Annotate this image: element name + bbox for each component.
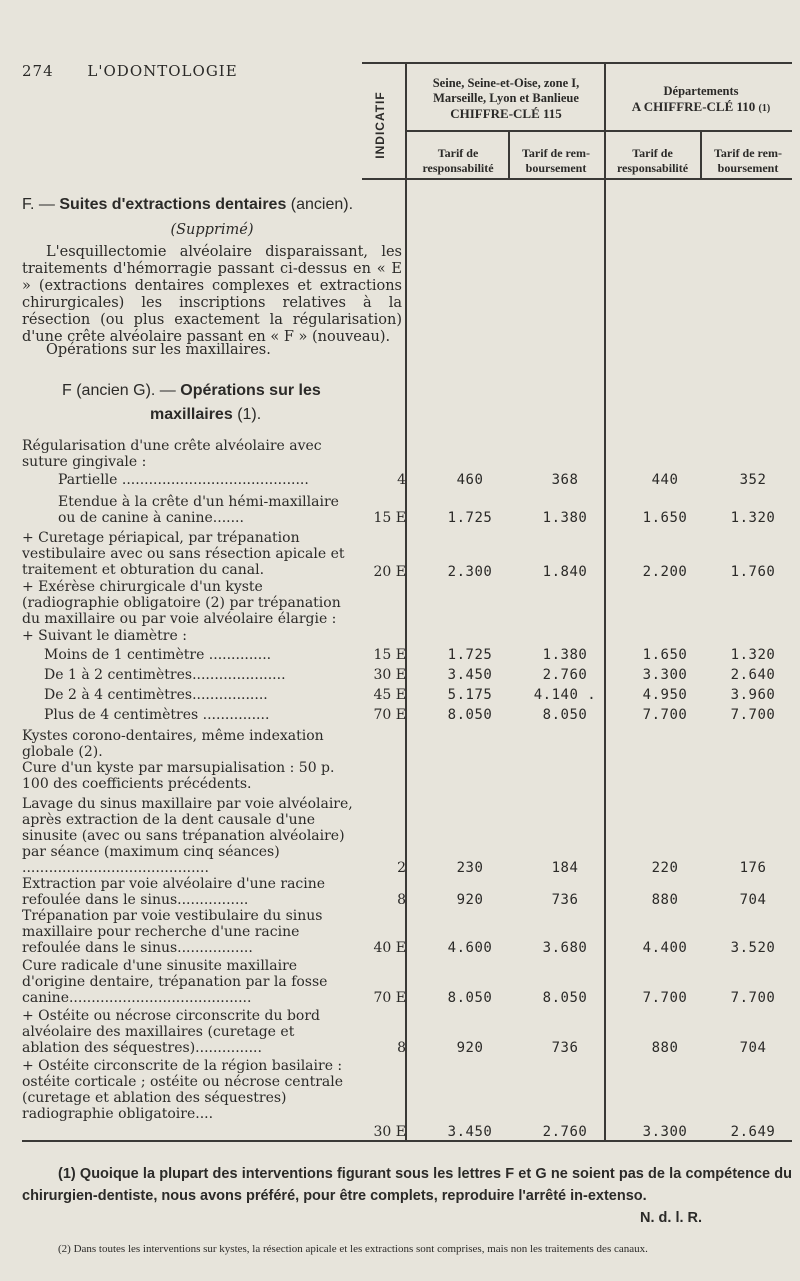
- row-label: Partielle ..........................................: [58, 472, 309, 488]
- sub-header-3: Tarif de responsabilité: [616, 146, 689, 175]
- row-label: + Curetage périapical, par trépanation vestibulaire avec ou sans résection apicale et traitement et obturation du canal.: [22, 530, 345, 578]
- row-label: Plus de 4 centimètres ...............: [44, 707, 270, 723]
- row-label: Cure d'un kyste par marsupialisation : 50 p. 100 des coefficients précédents.: [22, 760, 335, 792]
- tariff-cell: 4.400: [642, 940, 688, 956]
- table-bottom-rule: [22, 1140, 792, 1142]
- indicatif-value: 20 E: [373, 564, 406, 580]
- tariff-cell: 3.960: [730, 687, 776, 703]
- indicatif-header: INDICATIF: [373, 91, 387, 159]
- tariff-cell: 920: [456, 892, 484, 908]
- operations-line: Opérations sur les maxillaires.: [46, 342, 271, 358]
- footnote-1: (1) Quoique la plupart des interventions figurant sous les lettres F et G ne soient pas de la compétence du chirurgien-dentiste, nous avons préféré, pour être complets, reproduire l'arrêté in-extenso.: [22, 1166, 792, 1204]
- tariff-cell: 176: [739, 860, 767, 876]
- section-f-paragraph: L'esquillectomie alvéolaire disparaissant, les traitements d'hémorragie passant ci-dessus en « E » (extractions dentaires complexes et extractions chirurgicales) les inscriptions relatives à la résection (ou plus exactement la régularisation) d'une crête alvéolaire passant en « F » (nouveau).: [22, 244, 402, 345]
- row-label: Régularisation d'une crête alvéolaire avec suture gingivale :: [22, 438, 322, 470]
- tariff-cell: 3.300: [642, 667, 688, 683]
- row-label: Lavage du sinus maxillaire par voie alvéolaire, après extraction de la dent causale d'une sinusite (avec ou sans trépanation alvéolaire) par séance (maximum cinq séances) ..........................................: [22, 796, 353, 876]
- row-label: De 2 à 4 centimètres.................: [44, 687, 268, 703]
- row-label: Moins de 1 centimètre ..............: [44, 647, 272, 663]
- section-g-title-line2: maxillaires (1).: [150, 406, 262, 423]
- tariff-cell: 880: [651, 892, 679, 908]
- tariff-cell: 440: [651, 472, 679, 488]
- supprime-note: (Supprimé): [170, 222, 254, 238]
- tariff-cell: 920: [456, 1040, 484, 1056]
- sub-header-2: Tarif de rem- boursement: [522, 146, 590, 175]
- tariff-cell: 736: [551, 892, 579, 908]
- tariff-cell: 7.700: [730, 707, 776, 723]
- indicatif-value: 4: [397, 472, 406, 488]
- tariff-cell: 7.700: [642, 990, 688, 1006]
- indicatif-value: 15 E: [373, 647, 406, 663]
- row-label: + Suivant le diamètre :: [22, 628, 187, 644]
- tariff-cell: 368: [551, 472, 579, 488]
- tariff-cell: 4.140 .: [533, 687, 597, 703]
- group-divider-rule: [405, 130, 792, 132]
- journal-title: L'ODONTOLOGIE: [87, 62, 238, 80]
- row-label: + Exérèse chirurgicale d'un kyste (radiographie obligatoire (2) par trépanation du maxillaire ou par voie alvéolaire élargie :: [22, 579, 341, 627]
- tariff-cell: 184: [551, 860, 579, 876]
- tariff-cell: 8.050: [447, 707, 493, 723]
- tariff-cell: 1.650: [642, 510, 688, 526]
- tariff-cell: 1.320: [730, 647, 776, 663]
- tariff-cell: 1.320: [730, 510, 776, 526]
- tariff-cell: 2.649: [730, 1124, 776, 1140]
- group2-header: Départements A CHIFFRE-CLÉ 110 (1): [631, 84, 771, 114]
- tariff-cell: 1.725: [447, 510, 493, 526]
- indicatif-value: 8: [397, 892, 406, 908]
- tariff-cell: 2.300: [447, 564, 493, 580]
- tariff-cell: 8.050: [542, 990, 588, 1006]
- row-label: De 1 à 2 centimètres.....................: [44, 667, 286, 683]
- tariff-cell: 352: [739, 472, 767, 488]
- tariff-cell: 2.760: [542, 1124, 588, 1140]
- tariff-cell: 8.050: [447, 990, 493, 1006]
- tariff-cell: 736: [551, 1040, 579, 1056]
- group1-header: Seine, Seine-et-Oise, zone I, Marseille, Lyon et Banlieue CHIFFRE-CLÉ 115: [432, 76, 580, 121]
- row-label: Trépanation par voie vestibulaire du sinus maxillaire pour recherche d'une racine refoulée dans le sinus.................: [22, 908, 323, 956]
- tariff-cell: 880: [651, 1040, 679, 1056]
- tariff-cell: 3.680: [542, 940, 588, 956]
- row-label: + Ostéite circonscrite de la région basilaire : ostéite corticale ; ostéite ou nécrose centrale (curetage et ablation des séquestres) radiographie obligatoire....: [22, 1058, 344, 1122]
- tariff-cell: 3.450: [447, 1124, 493, 1140]
- indicatif-value: 2: [397, 860, 406, 876]
- indicatif-value: 8: [397, 1040, 406, 1056]
- indicatif-value: 45 E: [373, 687, 406, 703]
- tariff-cell: 4.950: [642, 687, 688, 703]
- table-top-rule: [362, 62, 792, 64]
- tariff-cell: 3.300: [642, 1124, 688, 1140]
- tariff-cell: 4.600: [447, 940, 493, 956]
- indicatif-left-rule: [405, 62, 407, 1140]
- tariff-cell: 230: [456, 860, 484, 876]
- page-number: 274: [22, 62, 54, 80]
- tariff-cell: 1.650: [642, 647, 688, 663]
- tariff-cell: 3.450: [447, 667, 493, 683]
- sub-header-1: Tarif de responsabilité: [422, 146, 494, 175]
- tariff-cell: 704: [739, 892, 767, 908]
- running-header: [22, 62, 238, 80]
- indicatif-value: 70 E: [373, 707, 406, 723]
- indicatif-value: 30 E: [373, 667, 406, 683]
- tariff-cell: 2.760: [542, 667, 588, 683]
- tariff-cell: 1.380: [542, 647, 588, 663]
- tariff-cell: 7.700: [642, 707, 688, 723]
- indicatif-value: 40 E: [373, 940, 406, 956]
- tariff-cell: 3.520: [730, 940, 776, 956]
- tariff-cell: 704: [739, 1040, 767, 1056]
- tariff-cell: 8.050: [542, 707, 588, 723]
- row-label: Etendue à la crête d'un hémi-maxillaire ou de canine à canine.......: [58, 494, 339, 526]
- indicatif-value: 30 E: [373, 1124, 406, 1140]
- row-label: Kystes corono-dentaires, même indexation globale (2).: [22, 728, 324, 760]
- tariff-cell: 7.700: [730, 990, 776, 1006]
- tariff-cell: 1.380: [542, 510, 588, 526]
- row-label: Extraction par voie alvéolaire d'une racine refoulée dans le sinus................: [22, 876, 326, 908]
- tariff-cell: 1.760: [730, 564, 776, 580]
- section-f-title: F. — Suites d'extractions dentaires (ancien).: [22, 196, 354, 213]
- tariff-cell: 1.840: [542, 564, 588, 580]
- signature: N. d. l. R.: [640, 1210, 703, 1226]
- footnote-2: (2) Dans toutes les interventions sur kystes, la résection apicale et les extractions sont comprises, mais non les traitements des canaux.: [58, 1243, 648, 1255]
- row-label: + Ostéite ou nécrose circonscrite du bord alvéolaire des maxillaires (curetage et ablation des séquestres)...............: [22, 1008, 320, 1056]
- indicatif-value: 15 E: [373, 510, 406, 526]
- row-label: Cure radicale d'une sinusite maxillaire d'origine dentaire, trépanation par la fosse canine.........................................: [22, 958, 328, 1006]
- tariff-cell: 460: [456, 472, 484, 488]
- tariff-cell: 1.725: [447, 647, 493, 663]
- tariff-cell: 220: [651, 860, 679, 876]
- header-bottom-rule: [362, 178, 792, 180]
- group-split-rule: [604, 62, 606, 1140]
- sub-header-4: Tarif de rem- boursement: [714, 146, 782, 175]
- tariff-cell: 2.200: [642, 564, 688, 580]
- tariff-cell: 5.175: [447, 687, 493, 703]
- indicatif-value: 70 E: [373, 990, 406, 1006]
- section-g-title: F (ancien G). — Opérations sur les: [62, 382, 321, 399]
- tariff-cell: 2.640: [730, 667, 776, 683]
